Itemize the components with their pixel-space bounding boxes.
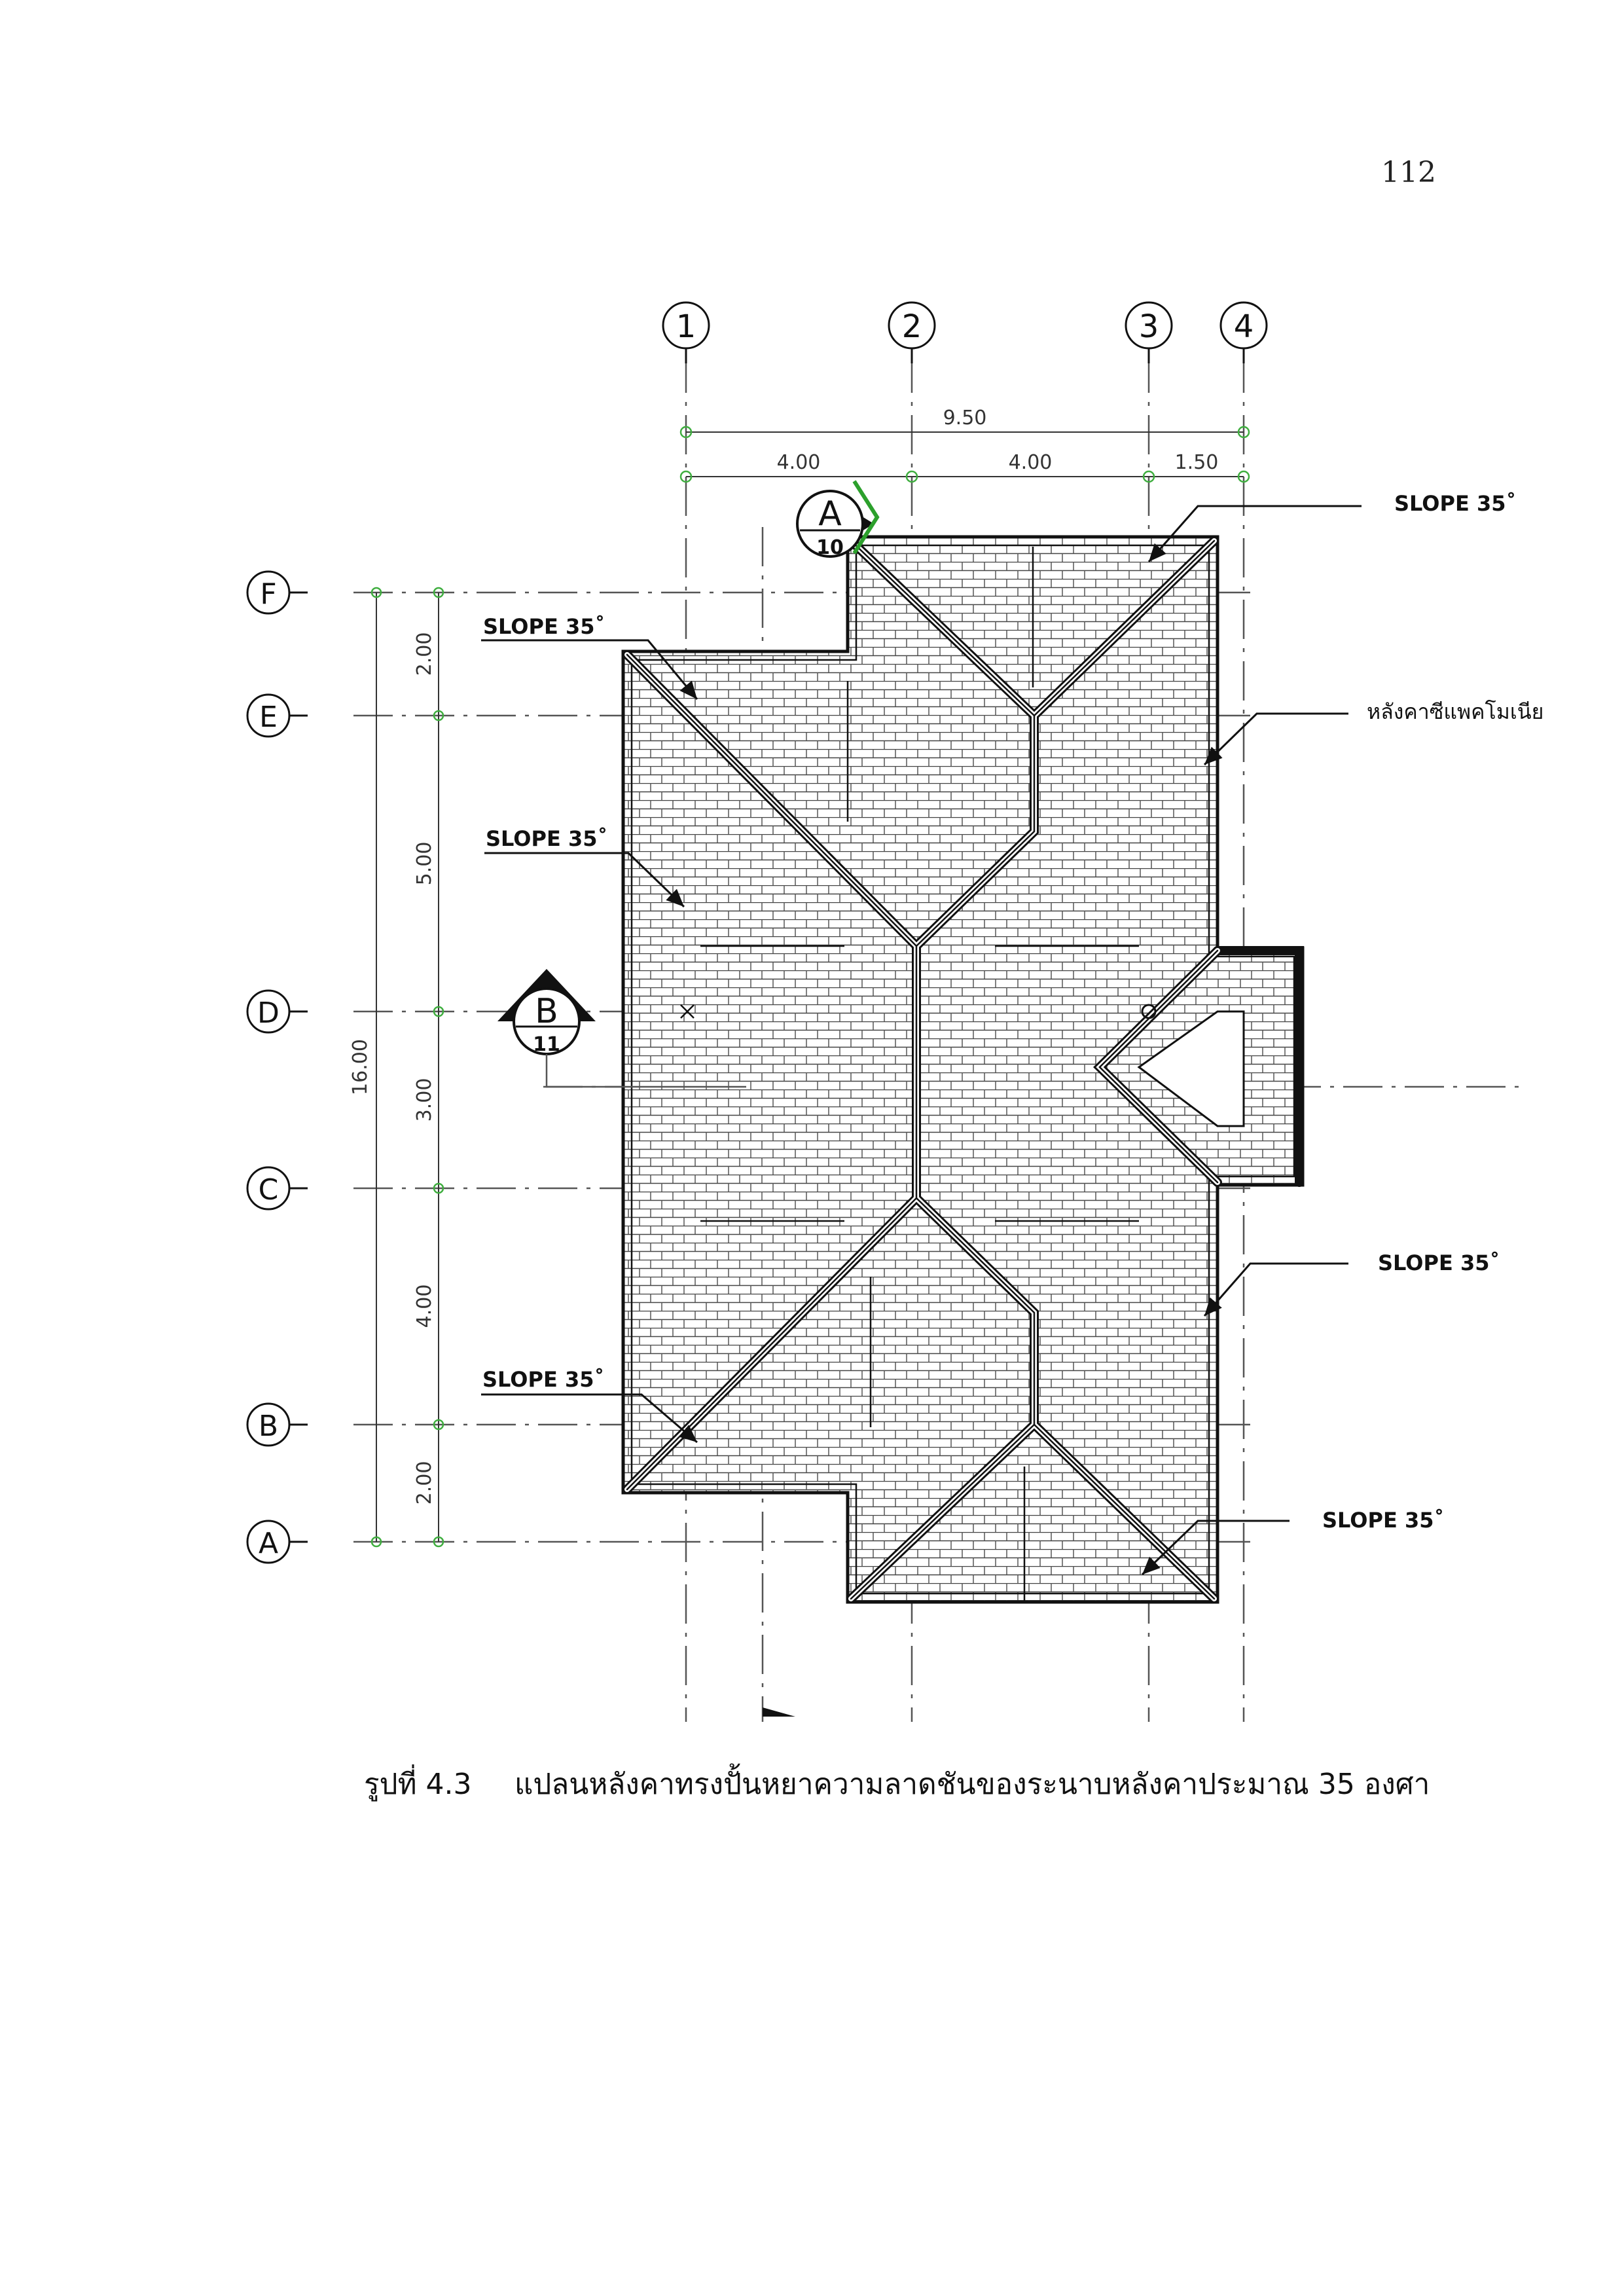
label-slope-upper-left: SLOPE 35˚ xyxy=(483,614,605,639)
dim-depth-c-b: 4.00 xyxy=(413,1284,436,1328)
dim-depth-e-d: 5.00 xyxy=(413,841,436,886)
label-slope-lower-left: SLOPE 35˚ xyxy=(482,1367,605,1392)
column-grid-bubbles xyxy=(663,302,1267,363)
section-b-letter: B xyxy=(535,992,558,1031)
grid-label-col-3: 3 xyxy=(1138,308,1159,345)
grid-bubble-row-e xyxy=(247,695,308,737)
leader-slope-lower-right xyxy=(1204,1250,1500,1316)
roof-plan xyxy=(623,537,1303,1602)
grid-bubble-col-3 xyxy=(1126,302,1172,363)
grid-label-col-2: 2 xyxy=(901,308,922,345)
vertical-dimensions xyxy=(349,588,443,1546)
grid-label-row-e: E xyxy=(259,701,278,734)
grid-bubble-row-b xyxy=(247,1404,308,1446)
section-cut-arrow xyxy=(763,1707,795,1717)
label-material: หลังคาซีแพคโมเนีย xyxy=(1367,699,1544,724)
grid-bubble-row-f xyxy=(247,572,308,613)
dim-depth-b-a: 2.00 xyxy=(413,1461,436,1505)
grid-bubble-col-4 xyxy=(1221,302,1267,363)
grid-bubble-col-2 xyxy=(889,302,935,363)
grid-label-row-b: B xyxy=(258,1410,279,1443)
page-number: 112 xyxy=(1381,156,1436,189)
figure-caption-number: รูปที่ 4.3 xyxy=(364,1768,472,1801)
grid-label-col-1: 1 xyxy=(676,308,696,345)
grid-label-row-a: A xyxy=(258,1527,279,1560)
label-slope-lower-right: SLOPE 35˚ xyxy=(1378,1250,1500,1275)
label-slope-bottom-right: SLOPE 35˚ xyxy=(1322,1508,1445,1533)
dim-width-1-2: 4.00 xyxy=(776,451,821,474)
leader-material xyxy=(1204,699,1543,765)
dim-overall-width: 9.50 xyxy=(943,407,987,429)
grid-label-row-c: C xyxy=(258,1173,279,1207)
label-slope-mid-left: SLOPE 35˚ xyxy=(486,826,608,851)
dim-width-3-4: 1.50 xyxy=(1174,451,1219,474)
horizontal-dimensions xyxy=(681,407,1249,482)
figure-caption xyxy=(364,1761,1430,1807)
section-a-letter: A xyxy=(818,494,842,534)
grid-bubble-row-d xyxy=(247,991,308,1032)
dim-width-2-3: 4.00 xyxy=(1008,451,1053,474)
dim-depth-d-c: 3.00 xyxy=(413,1078,436,1122)
figure-caption-text: แปลนหลังคาทรงปั้นหยาความลาดชันของระนาบหลังคาประมาณ 35 องศา xyxy=(514,1768,1430,1801)
section-b-sheet: 11 xyxy=(533,1033,560,1056)
label-slope-top-right: SLOPE 35˚ xyxy=(1394,491,1517,516)
grid-label-row-d: D xyxy=(257,996,280,1030)
grid-label-col-4: 4 xyxy=(1233,308,1254,345)
grid-bubble-row-c xyxy=(247,1167,308,1209)
dim-overall-depth: 16.00 xyxy=(349,1039,372,1095)
section-a-sheet: 10 xyxy=(816,536,844,559)
row-grid-bubbles xyxy=(247,572,308,1563)
grid-label-row-f: F xyxy=(260,577,277,611)
grid-bubble-row-a xyxy=(247,1521,308,1563)
dim-depth-f-e: 2.00 xyxy=(413,632,436,676)
grid-bubble-col-1 xyxy=(663,302,709,363)
